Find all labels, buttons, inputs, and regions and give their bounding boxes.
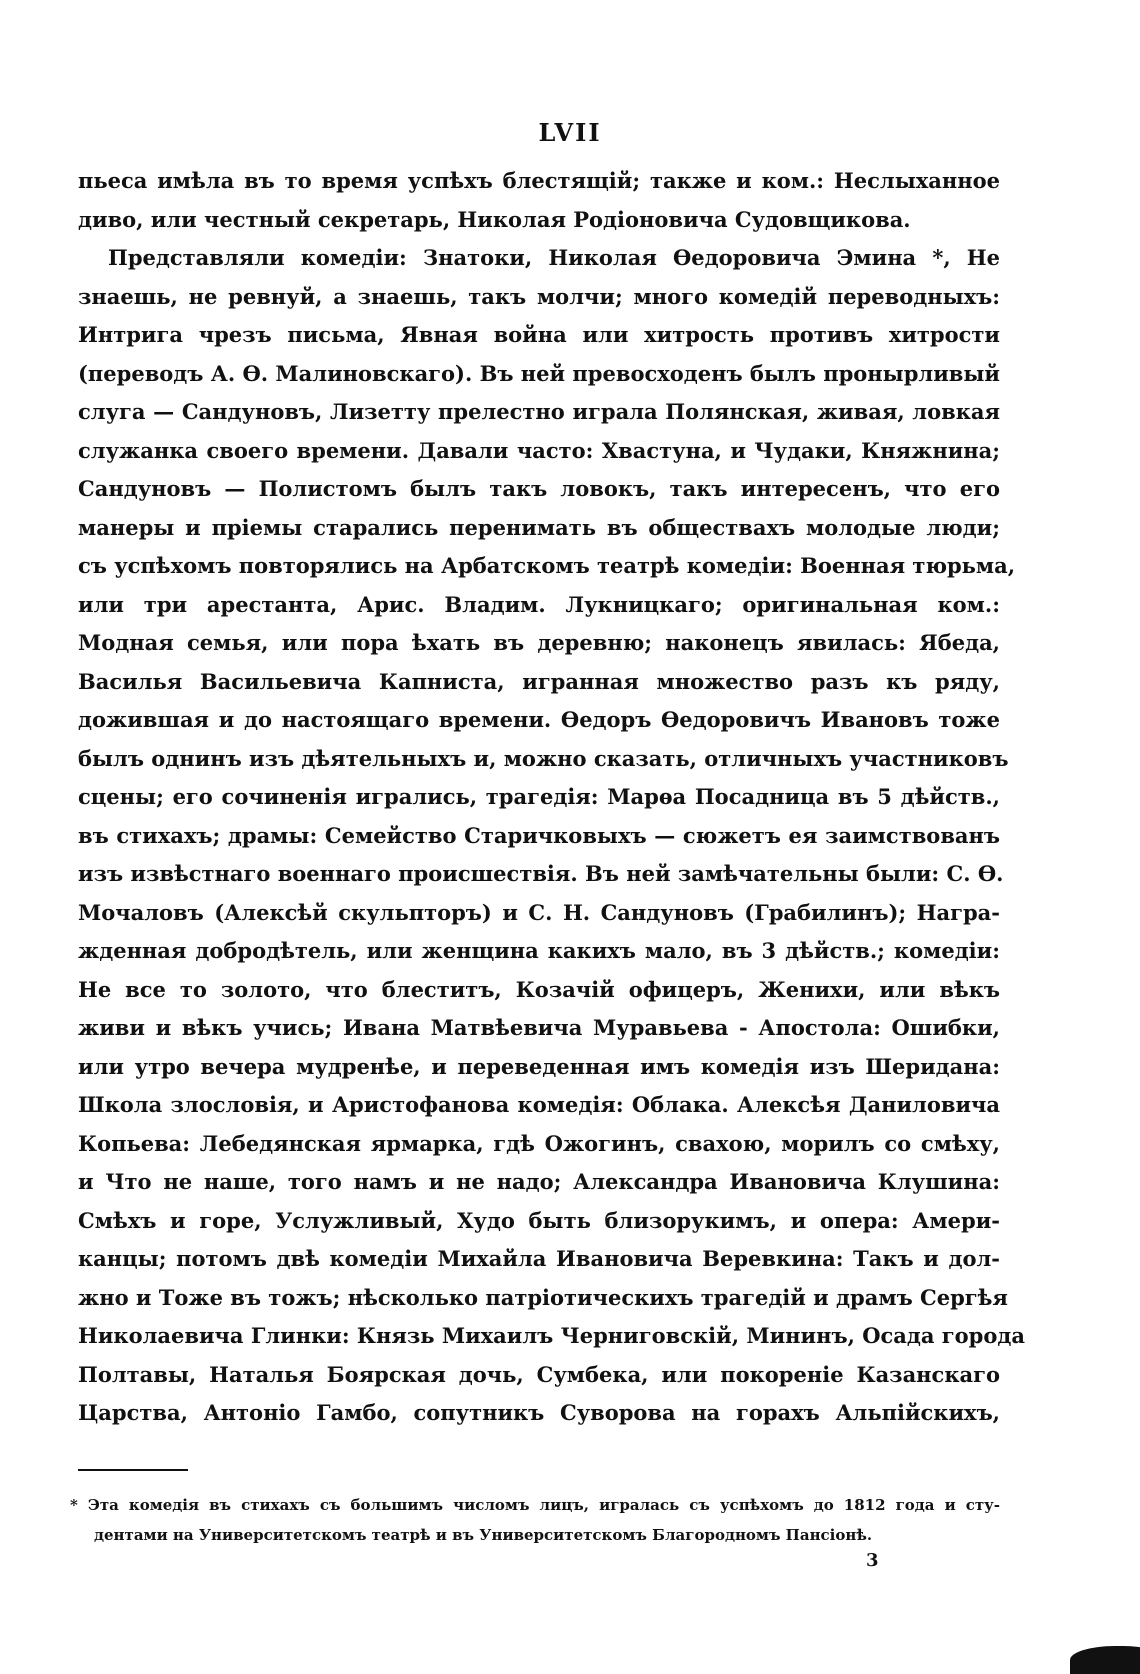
- text-line: манеры и пріемы старались перенимать въ обществахъ молодые люди;: [78, 514, 1000, 540]
- text-line: пьеса имѣла въ то время успѣхъ блестящій; также и ком.: Неслыханное: [78, 168, 1000, 193]
- text-line: Сандуновъ — Полистомъ былъ такъ ловокъ, такъ интересенъ, что его: [78, 476, 1000, 501]
- text-line: Не все то золото, что блеститъ, Козачій офицеръ, Женихи, или вѣкъ: [78, 976, 1000, 1002]
- text-line: знаешь, не ревнуй, а знаешь, такъ молчи; много комедій переводныхъ:: [78, 283, 1000, 309]
- text-line: Мочаловъ (Алексѣй скульпторъ) и С. Н. Сандуновъ (Грабилинъ); Награ-: [78, 899, 1000, 925]
- footnote-divider: [78, 1469, 188, 1471]
- text-line: служанка своего времени. Давали часто: Хвастуна, и Чудаки, Княжнина;: [78, 437, 1000, 463]
- text-line: съ успѣхомъ повторялись на Арбатскомъ театрѣ комедіи: Военная тюрьма,: [78, 553, 1016, 578]
- footnote: [70, 1490, 1000, 1550]
- text-line: жно и Тоже въ тожъ; нѣсколько патріотическихъ трагедій и драмъ Сергѣя: [78, 1284, 1008, 1310]
- text-line: Школа злословія, и Аристофанова комедія: Облака. Алексѣя Даниловича: [78, 1092, 1000, 1117]
- text-line: Смѣхъ и горе, Услужливый, Худо быть близорукимъ, и опера: Амери-: [78, 1207, 1000, 1233]
- footnote-line: * Эта комедія въ стихахъ съ большимъ числомъ лицъ, игралась съ успѣхомъ до 1812 года и сту-: [70, 1496, 1000, 1514]
- text-line: диво, или честный секретарь, Николая Родіоновича Судовщикова.: [78, 206, 911, 232]
- text-line: Копьева: Лебедянская ярмарка, гдѣ Ожогинъ, свахою, морилъ со смѣху,: [78, 1130, 1000, 1156]
- signature-mark: 3: [866, 1550, 879, 1571]
- text-line: Полтавы, Наталья Боярская дочь, Сумбека, или покореніе Казанскаго: [78, 1361, 1000, 1387]
- body-text: [78, 162, 1025, 1433]
- text-line: канцы; потомъ двѣ комедіи Михайла Ивановича Веревкина: Такъ и дол-: [78, 1246, 1000, 1271]
- text-line: Представляли комедіи: Знатоки, Николая Ѳедоровича Эмина *, Не: [108, 245, 1000, 270]
- text-line: сцены; его сочиненія игрались, трагедія: Марѳа Посадница въ 5 дѣйств.,: [78, 784, 1000, 809]
- page-number: LVII: [538, 118, 602, 147]
- text-line: или три арестанта, Арис. Владим. Лукницкаго; оригинальная ком.:: [78, 591, 1000, 617]
- text-line: былъ однинъ изъ дѣятельныхъ и, можно сказать, отличныхъ участниковъ: [78, 745, 1009, 771]
- ink-blot: [1070, 1646, 1140, 1674]
- text-line: живи и вѣкъ учись; Ивана Матвѣевича Муравьева - Апостола: Ошибки,: [78, 1015, 1000, 1040]
- text-line: изъ извѣстнаго военнаго происшествія. Въ ней замѣчательны были: С. Ѳ.: [78, 861, 1004, 886]
- text-line: Модная семья, или пора ѣхать въ деревню; наконецъ явилась: Ябеда,: [78, 630, 1000, 655]
- text-line: Николаевича Глинки: Князь Михаилъ Черниговскій, Мининъ, Осада города: [78, 1323, 1025, 1348]
- text-line: слуга — Сандуновъ, Лизетту прелестно играла Полянская, живая, ловкая: [78, 399, 1000, 424]
- text-line: Интрига чрезъ письма, Явная война или хитрость противъ хитрости: [78, 322, 1000, 347]
- text-line: Царства, Антоніо Гамбо, сопутникъ Суворова на горахъ Альпійскихъ,: [78, 1400, 1000, 1425]
- text-line: жденная добродѣтель, или женщина какихъ мало, въ 3 дѣйств.; комедіи:: [78, 938, 1000, 963]
- footnote-line: дентами на Университетскомъ театрѣ и въ Университетскомъ Благородномъ Пансіонѣ.: [94, 1526, 873, 1544]
- text-line: и Что не наше, того намъ и не надо; Александра Ивановича Клушина:: [78, 1169, 1000, 1194]
- text-line: (переводъ А. Ѳ. Малиновскаго). Въ ней превосходенъ былъ пронырливый: [78, 360, 1000, 386]
- text-line: дожившая и до настоящаго времени. Ѳедоръ Ѳедоровичъ Ивановъ тоже: [78, 707, 1000, 732]
- text-line: или утро вечера мудренѣе, и переведенная имъ комедія изъ Шеридана:: [78, 1053, 1000, 1079]
- text-line: Василья Васильевича Капниста, игранная множество разъ къ ряду,: [78, 668, 1000, 694]
- text-line: въ стихахъ; драмы: Семейство Старичковыхъ — сюжетъ ея заимствованъ: [78, 822, 1000, 848]
